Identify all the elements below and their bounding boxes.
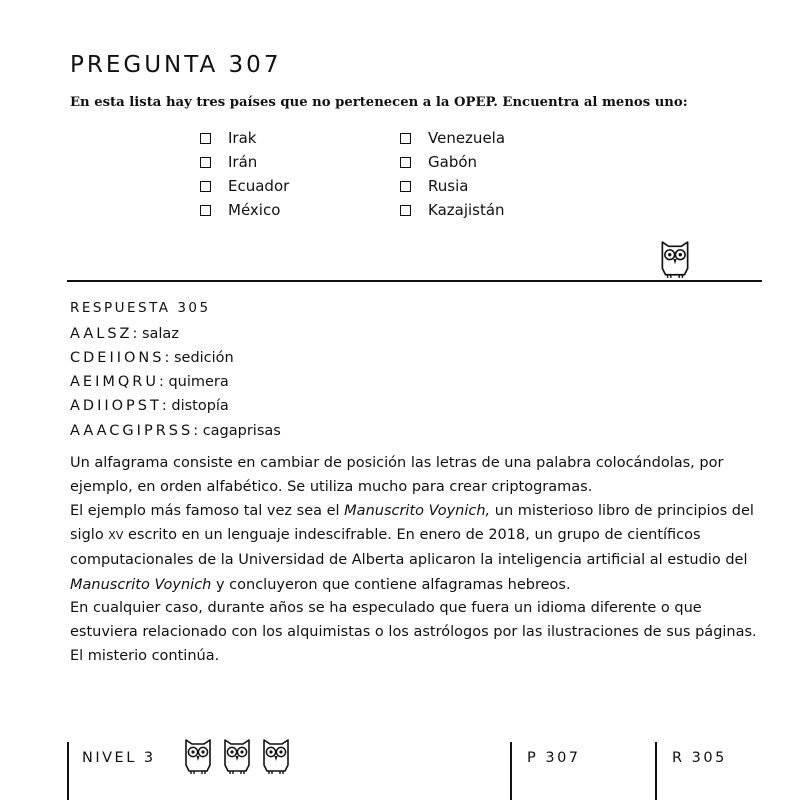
explanation-paragraph-2: El ejemplo más famoso tal vez sea el Manuscrito Voynich, un misterioso libro de principios del siglo XV escrito en un lenguaje indescifrable. En enero de 2018, un grupo de científicos computacionales de la Universidad de Alberta aplicaron la inteligencia artificial al estudio del Manuscrito Voynich y concluyeron que contiene alfagramas hebreos. [70,503,754,593]
owl-icon [655,240,695,280]
option-ecuador[interactable] [200,177,289,195]
owl-icon [182,738,214,776]
alphagram-word: quimera [168,374,229,390]
checkbox[interactable] [200,205,211,216]
option-label: Venezuela [428,129,506,147]
explanation-paragraph-1: Un alfagrama consiste en cambiar de posición las letras de una palabra colocándolas, por ejemplo, en orden alfabético. Se utiliza mucho para crear criptogramas. [70,455,724,496]
answer-heading: RESPUESTA 305 [70,300,211,316]
checkbox[interactable] [400,205,411,216]
alphagram-row: CDEIIONS: sedición [70,350,234,366]
option-rusia[interactable] [400,177,468,195]
alphagram-letters: AALSZ [70,326,133,342]
alphagram-word: distopía [171,398,229,414]
answer-page-ref: R 305 [672,750,727,766]
question-title: PREGUNTA 307 [70,52,282,78]
checkbox[interactable] [200,157,211,168]
checkbox[interactable] [400,133,411,144]
alphagram-row: ADIIOPST: distopía [70,398,229,414]
alphagram-word: sedición [173,350,234,366]
footer-divider [510,742,512,800]
checkbox[interactable] [400,157,411,168]
footer-divider [67,742,69,800]
alphagram-row: AALSZ: salaz [70,326,179,342]
option-mexico[interactable] [200,201,280,219]
difficulty-level: NIVEL 3 [82,750,156,766]
checkbox[interactable] [400,181,411,192]
alphagram-letters: ADIIOPST [70,398,162,414]
book-title: Manuscrito Voynich [70,576,212,593]
option-label: Ecuador [228,177,290,195]
option-kazajistan[interactable] [400,201,505,219]
alphagram-letters: CDEIIONS [70,350,165,366]
option-venezuela[interactable] [400,129,505,147]
explanation-paragraph-3: En cualquier caso, durante años se ha especulado que fuera un idioma diferente o que estuviera relacionado con los alquimistas o los astrólogos por las ilustraciones de sus páginas. El misterio continúa. [70,600,757,665]
alphagram-word: cagaprisas [202,423,281,439]
alphagram-letters: AAACGIPRSS [70,423,194,439]
checkbox[interactable] [200,133,211,144]
option-label: Rusia [428,177,469,195]
alphagram-row: AEIMQRU: quimera [70,374,229,390]
alphagram-row: AAACGIPRSS: cagaprisas [70,423,281,439]
checkbox[interactable] [200,181,211,192]
option-label: México [228,201,281,219]
option-label: Irán [228,153,258,171]
book-title: Manuscrito Voynich, [344,503,491,519]
option-iran[interactable] [200,153,257,171]
section-divider [67,280,762,282]
owl-icon [260,738,292,776]
option-label: Kazajistán [428,201,505,219]
footer-divider [655,742,657,800]
alphagram-letters: AEIMQRU [70,374,159,390]
option-label: Irak [228,129,257,147]
option-irak[interactable] [200,129,256,147]
option-label: Gabón [428,153,478,171]
owl-icon [221,738,253,776]
question-prompt: En esta lista hay tres países que no pertenecen a la OPEP. Encuentra al menos uno: [70,95,688,110]
alphagram-word: salaz [141,326,179,342]
question-page-ref: P 307 [527,750,581,766]
option-gabon[interactable] [400,153,477,171]
century-numeral: XV [108,529,124,543]
